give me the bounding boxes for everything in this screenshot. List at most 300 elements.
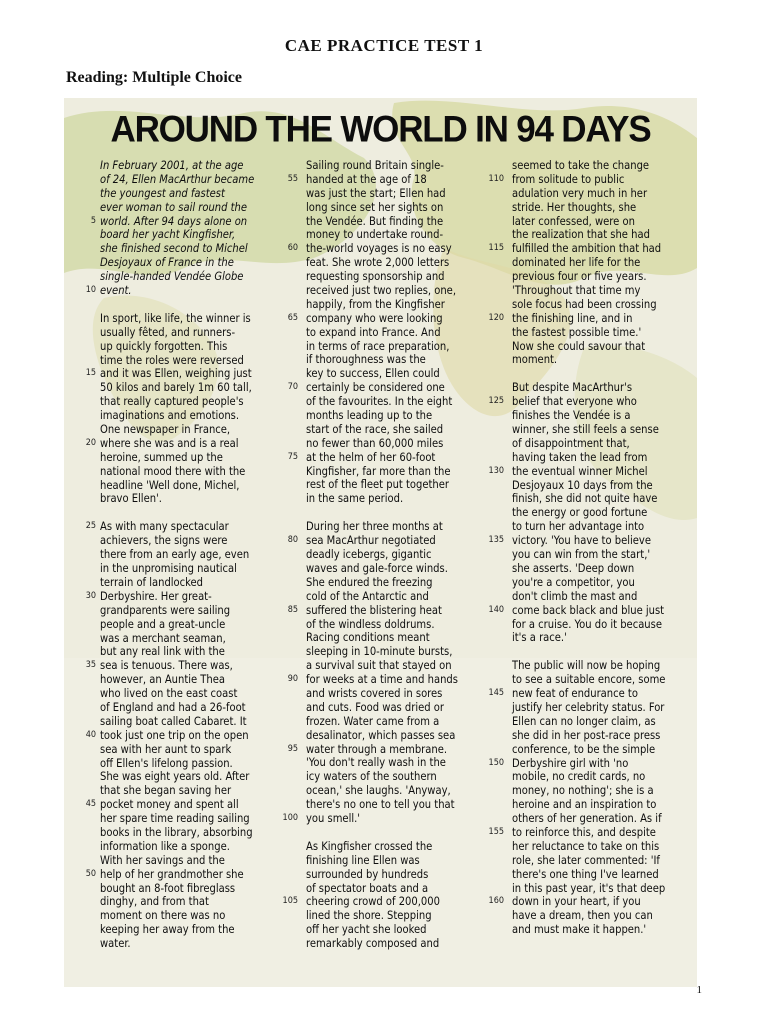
- text-line: [512, 659, 682, 673]
- line-number: 125: [488, 396, 504, 407]
- line-text: there from an early age, even: [100, 548, 250, 562]
- line-text: ocean,' she laughs. 'Anyway,: [306, 784, 451, 798]
- text-line: [85, 520, 275, 534]
- text-line: [512, 770, 682, 784]
- text-line: [100, 228, 275, 242]
- text-line: [306, 201, 481, 215]
- line-text: As Kingfisher crossed the: [306, 839, 433, 853]
- text-line: [287, 172, 481, 187]
- text-line: [488, 172, 682, 187]
- line-text: received just two replies, one,: [306, 284, 456, 298]
- text-line: [512, 784, 682, 798]
- line-text: pocket money and spent all: [100, 798, 239, 812]
- text-line: [100, 645, 275, 659]
- line-text: the eventual winner Michel: [512, 464, 648, 478]
- line-text: the realization that she had: [512, 228, 650, 242]
- line-text: dominated her life for the: [512, 256, 641, 270]
- text-line: [306, 562, 481, 576]
- line-number: 95: [287, 743, 298, 754]
- article-paragraph: [85, 520, 275, 951]
- line-text: sea with her aunt to spark: [100, 742, 232, 756]
- line-text: the finishing line, and in: [512, 311, 633, 325]
- text-line: [488, 464, 682, 479]
- text-line: [512, 715, 682, 729]
- line-text: and wrists covered in sores: [306, 686, 443, 700]
- line-text: achievers, the signs were: [100, 534, 228, 548]
- text-line: [100, 937, 275, 951]
- line-text: of the favourites. In the eight: [306, 395, 453, 409]
- text-line: [306, 937, 481, 951]
- line-text: and must make it happen.': [512, 923, 647, 937]
- line-text: Kingfisher, far more than the: [306, 464, 451, 478]
- line-text: to turn her advantage into: [512, 520, 645, 534]
- text-line: [512, 618, 682, 632]
- text-line: [512, 270, 682, 284]
- line-text: in the unpromising nautical: [100, 562, 237, 576]
- text-line: [100, 895, 275, 909]
- text-line: [512, 882, 682, 896]
- text-line: [100, 409, 275, 423]
- text-line: [287, 742, 481, 757]
- text-line: [512, 353, 682, 367]
- text-line: [512, 562, 682, 576]
- line-text: Ellen can no longer claim, as: [512, 714, 656, 728]
- line-text: adulation very much in her: [512, 186, 648, 200]
- text-line: [306, 687, 481, 701]
- line-text: sea MacArthur negotiated: [306, 534, 436, 548]
- line-text: a survival suit that stayed on: [306, 659, 452, 673]
- text-line: [306, 631, 481, 645]
- line-text: of disappointment that,: [512, 436, 630, 450]
- text-line: [512, 228, 682, 242]
- line-text: seemed to take the change: [512, 159, 650, 172]
- line-number: 15: [85, 368, 96, 379]
- text-line: [512, 631, 682, 645]
- text-line: [90, 214, 275, 229]
- text-line: [306, 298, 481, 312]
- line-text: of 24, Ellen MacArthur became: [100, 172, 255, 186]
- article-intro: [85, 159, 275, 298]
- text-line: [100, 326, 275, 340]
- text-line: [100, 381, 275, 395]
- line-text: mobile, no credit cards, no: [512, 770, 646, 784]
- line-text: conference, to be the simple: [512, 742, 656, 756]
- text-line: [512, 437, 682, 451]
- text-line: [287, 311, 481, 326]
- text-line: [512, 451, 682, 465]
- line-text: certainly be considered one: [306, 381, 445, 395]
- paragraph-gap: [306, 826, 481, 840]
- text-line: [306, 270, 481, 284]
- text-line: [306, 854, 481, 868]
- line-text: new feat of endurance to: [512, 687, 638, 701]
- line-number: 85: [287, 604, 298, 615]
- line-text: requesting sponsorship and: [306, 270, 445, 284]
- line-text: months leading up to the: [306, 409, 433, 423]
- text-line: [85, 284, 275, 298]
- text-line: [100, 256, 275, 270]
- text-line: [306, 645, 481, 659]
- line-text: you're a competitor, you: [512, 575, 635, 589]
- text-line: [512, 423, 682, 437]
- line-number: 105: [282, 896, 298, 907]
- text-line: [100, 534, 275, 548]
- text-line: [85, 659, 275, 673]
- line-text: for weeks at a time and hands: [306, 673, 458, 687]
- text-line: [512, 868, 682, 882]
- text-line: [306, 478, 481, 492]
- text-line: [512, 743, 682, 757]
- line-text: moment.: [512, 353, 558, 367]
- article-paragraph: [488, 659, 682, 937]
- line-text: company who were looking: [306, 311, 443, 325]
- line-number: 50: [85, 868, 96, 879]
- line-text: but any real link with the: [100, 645, 225, 659]
- line-number: 100: [282, 812, 298, 823]
- line-text: was just the start; Ellen had: [306, 186, 446, 200]
- text-line: [100, 618, 275, 632]
- text-line: [100, 687, 275, 701]
- text-line: [100, 340, 275, 354]
- paragraph-gap: [306, 506, 481, 520]
- line-text: role, she later commented: 'If: [512, 853, 660, 867]
- line-text: of England and had a 26-foot: [100, 700, 246, 714]
- line-number: 80: [287, 535, 298, 546]
- line-text: it's a race.': [512, 631, 567, 645]
- line-text: dinghy, and from that: [100, 895, 209, 909]
- line-number: 5: [90, 215, 96, 226]
- line-text: come back black and blue just: [512, 603, 665, 617]
- text-line: [512, 854, 682, 868]
- line-text: long since set her sights on: [306, 200, 444, 214]
- text-line: [306, 715, 481, 729]
- line-text: justify her celebrity status. For: [512, 700, 665, 714]
- paragraph-gap: [100, 506, 275, 520]
- line-text: icy waters of the southern: [306, 770, 437, 784]
- text-line: [306, 353, 481, 367]
- article-headline: AROUND THE WORLD IN 94 DAYS: [110, 109, 651, 150]
- text-line: [488, 311, 682, 326]
- line-text: in the same period.: [306, 492, 404, 506]
- text-line: [100, 784, 275, 798]
- text-line: [488, 395, 682, 409]
- line-text: her spare time reading sailing: [100, 812, 250, 826]
- text-line: [100, 770, 275, 784]
- text-line: [306, 590, 481, 604]
- line-text: took just one trip on the open: [100, 728, 249, 742]
- line-text: and cuts. Food was dried or: [306, 700, 444, 714]
- article-column-2: [282, 159, 481, 951]
- line-text: of the windless doldrums.: [306, 617, 435, 631]
- text-line: [306, 520, 481, 534]
- line-text: sleeping in 10-minute bursts,: [306, 645, 453, 659]
- text-line: [512, 590, 682, 604]
- text-line: [512, 520, 682, 534]
- line-text: you can win from the start,': [512, 548, 651, 562]
- line-text: sailing boat called Cabaret. It: [100, 714, 247, 728]
- line-number: 145: [488, 688, 504, 699]
- text-line: [100, 548, 275, 562]
- line-text: water through a membrane.: [306, 742, 448, 756]
- article-paragraph: [287, 159, 481, 506]
- line-text: no fewer than 60,000 miles: [306, 436, 444, 450]
- text-line: [306, 492, 481, 506]
- line-text: the-world voyages is no easy: [306, 242, 452, 256]
- text-line: [100, 826, 275, 840]
- line-text: victory. 'You have to believe: [512, 534, 651, 548]
- text-line: [100, 840, 275, 854]
- text-line: [100, 395, 275, 409]
- text-line: [100, 673, 275, 687]
- line-number: 70: [287, 382, 298, 393]
- line-text: As with many spectacular: [100, 520, 229, 534]
- line-text: event.: [100, 284, 132, 298]
- text-line: [306, 465, 481, 479]
- line-text: the youngest and fastest: [100, 186, 225, 200]
- article-column-1: [85, 159, 275, 951]
- text-line: [306, 868, 481, 882]
- text-line: [306, 395, 481, 409]
- paragraph-gap: [512, 367, 682, 381]
- line-text: off her yacht she looked: [306, 923, 427, 937]
- line-text: With her savings and the: [100, 853, 225, 867]
- line-text: she asserts. 'Deep down: [512, 561, 635, 575]
- line-text: Sailing round Britain single-: [306, 159, 444, 172]
- line-text: 'Throughout that time my: [512, 284, 641, 298]
- line-text: to expand into France. And: [306, 325, 441, 339]
- text-line: [488, 895, 682, 909]
- line-text: key to success, Ellen could: [306, 367, 440, 381]
- text-line: [85, 798, 275, 812]
- line-number: 65: [287, 312, 298, 323]
- line-text: board her yacht Kingfisher,: [100, 228, 236, 242]
- text-line: [100, 576, 275, 590]
- line-text: winner, she still feels a sense: [512, 423, 659, 437]
- line-text: imaginations and emotions.: [100, 409, 240, 423]
- line-text: One newspaper in France,: [100, 423, 231, 437]
- line-text: in terms of race preparation,: [306, 339, 450, 353]
- text-line: [306, 798, 481, 812]
- text-line: [282, 811, 481, 826]
- text-line: [100, 173, 275, 187]
- line-text: stride. Her thoughts, she: [512, 200, 637, 214]
- line-text: to see a suitable encore, some: [512, 673, 666, 687]
- text-line: [512, 159, 682, 173]
- line-text: her reluctance to take on this: [512, 839, 660, 853]
- line-text: sole focus had been crossing: [512, 297, 657, 311]
- line-text: down in your heart, if you: [512, 895, 641, 909]
- line-number: 150: [488, 757, 504, 768]
- line-text: heroine and an inspiration to: [512, 798, 657, 812]
- line-text: the Vendée. But finding the: [306, 214, 444, 228]
- article-paragraph: [282, 839, 481, 951]
- line-text: ever woman to sail round the: [100, 200, 248, 214]
- line-number: 155: [488, 826, 504, 837]
- text-line: [85, 867, 275, 882]
- line-text: who lived on the east coast: [100, 687, 238, 701]
- text-line: [85, 728, 275, 743]
- line-text: people and a great-uncle: [100, 617, 226, 631]
- line-text: keeping her away from the: [100, 923, 235, 937]
- text-line: [512, 812, 682, 826]
- line-text: there's one thing I've learned: [512, 867, 659, 881]
- text-line: [287, 450, 481, 465]
- text-line: [306, 923, 481, 937]
- line-text: information like a sponge.: [100, 839, 230, 853]
- text-line: [306, 437, 481, 451]
- line-text: she did in her post-race press: [512, 728, 661, 742]
- line-text: finish, she did not quite have: [512, 492, 658, 506]
- line-text: world. After 94 days alone on: [100, 214, 248, 228]
- line-number: 110: [488, 173, 504, 184]
- line-text: the energy or good fortune: [512, 506, 648, 520]
- text-line: [306, 159, 481, 173]
- line-text: money to undertake round-: [306, 228, 444, 242]
- text-line: [512, 215, 682, 229]
- text-line: [512, 729, 682, 743]
- line-number: 120: [488, 312, 504, 323]
- text-line: [306, 659, 481, 673]
- line-text: rest of the fleet put together: [306, 478, 449, 492]
- text-line: [512, 576, 682, 590]
- line-text: terrain of landlocked: [100, 575, 204, 589]
- line-text: bought an 8-foot fibreglass: [100, 881, 236, 895]
- line-text: grandparents were sailing: [100, 603, 231, 617]
- line-text: have a dream, then you can: [512, 909, 653, 923]
- line-text: remarkably composed and: [306, 937, 440, 951]
- text-line: [512, 840, 682, 854]
- line-text: having taken the lead from: [512, 450, 648, 464]
- text-line: [512, 326, 682, 340]
- line-text: there's no one to tell you that: [306, 798, 455, 812]
- text-line: [306, 701, 481, 715]
- text-line: [512, 506, 682, 520]
- text-line: [100, 465, 275, 479]
- line-number: 60: [287, 243, 298, 254]
- line-text: previous four or five years.: [512, 270, 647, 284]
- line-text: single-handed Vendée Globe: [100, 270, 244, 284]
- text-line: [512, 256, 682, 270]
- line-text: you smell.': [306, 811, 361, 825]
- text-line: [100, 492, 275, 506]
- line-number: 115: [488, 243, 504, 254]
- text-line: [512, 187, 682, 201]
- text-line: [100, 757, 275, 771]
- text-line: [512, 381, 682, 395]
- text-line: [287, 242, 481, 256]
- line-text: off Ellen's lifelong passion.: [100, 756, 233, 770]
- text-line: [100, 909, 275, 923]
- text-line: [100, 270, 275, 284]
- text-line: [100, 159, 275, 173]
- text-line: [100, 354, 275, 368]
- line-text: fulfilled the ambition that had: [512, 242, 662, 256]
- line-number: 160: [488, 896, 504, 907]
- text-line: [100, 812, 275, 826]
- line-number: 10: [85, 285, 96, 296]
- line-number: 30: [85, 590, 96, 601]
- line-number: 140: [488, 604, 504, 615]
- line-text: don't climb the mast and: [512, 589, 638, 603]
- text-line: [306, 576, 481, 590]
- paragraph-gap: [100, 298, 275, 312]
- line-text: 50 kilos and barely 1m 60 tall,: [100, 381, 252, 395]
- line-text: surrounded by hundreds: [306, 867, 429, 881]
- text-line: [100, 451, 275, 465]
- line-text: books in the library, absorbing: [100, 825, 253, 839]
- text-line: [306, 548, 481, 562]
- text-line: [512, 548, 682, 562]
- text-line: [512, 409, 682, 423]
- line-text: moment on there was no: [100, 909, 226, 923]
- text-line: [306, 729, 481, 743]
- line-text: help of her grandmother she: [100, 867, 244, 881]
- text-line: [100, 701, 275, 715]
- text-line: [287, 673, 481, 687]
- line-number: 135: [488, 535, 504, 546]
- line-text: and it was Ellen, weighing just: [100, 367, 252, 381]
- text-line: [512, 298, 682, 312]
- line-text: cheering crowd of 200,000: [306, 895, 440, 909]
- text-line: [85, 589, 275, 604]
- text-line: [306, 882, 481, 896]
- line-text: She endured the freezing: [306, 575, 433, 589]
- line-text: start of the race, she sailed: [306, 422, 444, 436]
- page-number: 1: [696, 984, 702, 996]
- line-text: finishing line Ellen was: [306, 853, 420, 867]
- line-number: 75: [287, 451, 298, 462]
- text-line: [306, 423, 481, 437]
- text-line: [512, 798, 682, 812]
- line-text: she finished second to Michel: [100, 242, 248, 256]
- article-column-3: [488, 159, 682, 937]
- text-line: [100, 882, 275, 896]
- text-line: [488, 242, 682, 256]
- line-text: was a merchant seaman,: [100, 631, 226, 645]
- article-paragraph: [488, 159, 682, 367]
- line-text: cold of the Antarctic and: [306, 589, 429, 603]
- line-text: 'You don't really wash in the: [306, 756, 446, 770]
- text-line: [306, 187, 481, 201]
- text-line: [512, 701, 682, 715]
- line-text: water.: [100, 937, 131, 951]
- line-text: happily, from the Kingfisher: [306, 297, 445, 311]
- line-number: 25: [85, 521, 96, 532]
- text-line: [100, 715, 275, 729]
- text-line: [306, 409, 481, 423]
- text-line: [100, 423, 275, 437]
- line-text: from solitude to public: [512, 172, 625, 186]
- text-line: [306, 840, 481, 854]
- line-text: In sport, like life, the winner is: [100, 311, 251, 325]
- line-text: Desjoyaux 10 days from the: [512, 478, 653, 492]
- text-line: [287, 381, 481, 395]
- line-text: Derbyshire girl with 'no: [512, 756, 629, 770]
- text-line: [85, 436, 275, 451]
- section-heading: Reading: Multiple Choice: [66, 69, 242, 86]
- text-line: [100, 632, 275, 646]
- text-line: [282, 895, 481, 909]
- text-line: [306, 756, 481, 770]
- text-line: [100, 743, 275, 757]
- text-line: [306, 215, 481, 229]
- line-number: 55: [287, 173, 298, 184]
- text-line: [306, 256, 481, 270]
- text-line: [512, 284, 682, 298]
- line-text: others of her generation. As if: [512, 812, 662, 826]
- text-line: [512, 909, 682, 923]
- line-text: In February 2001, at the age: [100, 159, 244, 172]
